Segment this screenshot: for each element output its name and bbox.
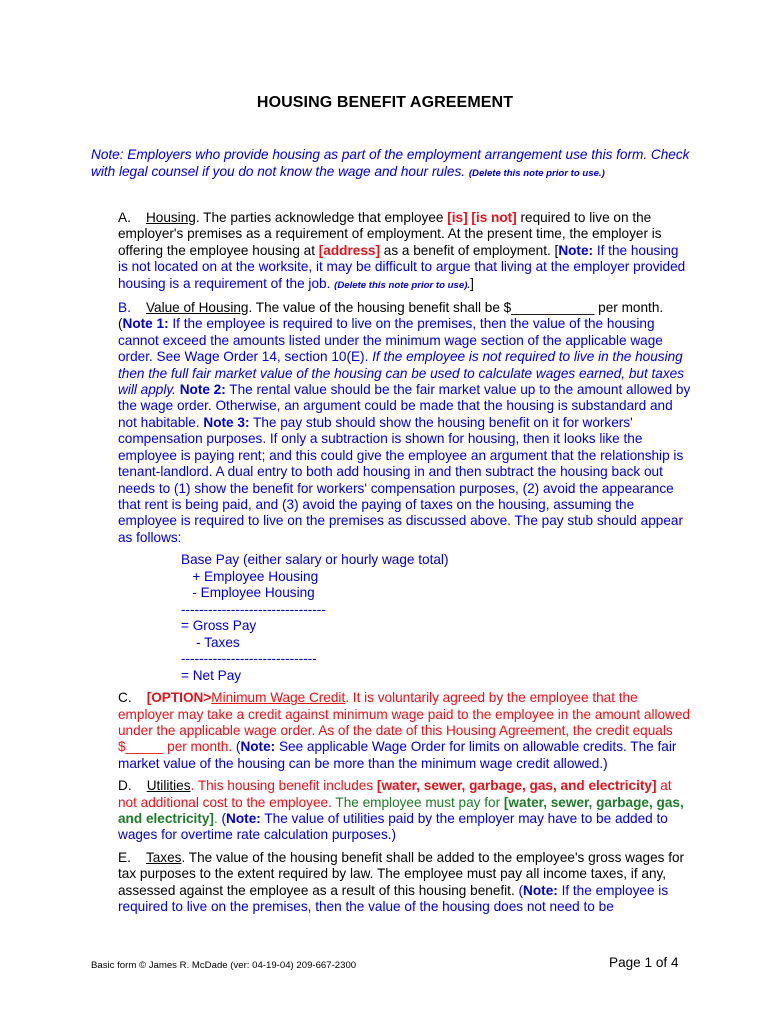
section-c — [91, 690, 691, 772]
section-e-text-2: ( — [514, 882, 524, 898]
section-a — [91, 210, 691, 294]
section-a-address-placeholder: [address] — [318, 242, 380, 258]
section-a-is-placeholder: [is] [is not] — [447, 210, 517, 225]
section-c-letter: C. — [118, 690, 132, 706]
section-b-letter: B. — [118, 300, 131, 316]
section-e-note-text: If the employee is required to live on the premises, then the value of the housing does not need to be — [118, 882, 669, 914]
paystub-line: = Net Pay — [181, 667, 242, 683]
section-a-text-1: . The parties acknowledge that employee — [195, 210, 448, 225]
paystub-line: ------------------------------ — [181, 651, 317, 667]
section-d-letter: D. — [118, 778, 132, 794]
paystub-line: - Taxes — [181, 634, 240, 650]
section-e-note-label: Note: — [523, 882, 558, 898]
intro-note — [91, 146, 691, 182]
section-e-heading: Taxes — [145, 849, 182, 865]
paystub-line: Base Pay (either salary or hourly wage total) — [181, 552, 449, 568]
paystub-line: = Gross Pay — [181, 618, 257, 634]
section-c-option-tag: [OPTION> — [146, 690, 212, 706]
section-b-heading: Value of Housing — [145, 300, 249, 316]
section-c-heading: Minimum Wage Credit — [211, 690, 346, 706]
section-e-letter: E. — [118, 849, 131, 865]
section-b-note2-label: Note 2: — [175, 382, 226, 398]
section-a-delete-hint: (Delete this note prior to use). — [334, 279, 471, 291]
section-b-note1-text: If the employee is required to live on the premises, then the value of the housing cannot exceed the amounts listed under the minimum wage section of the applicable wage order. See Wage Order 14, section 10(E). — [118, 316, 663, 365]
section-d-heading: Utilities — [146, 778, 191, 794]
section-d-utilities-included: [water, sewer, garbage, gas, and electricity] — [376, 778, 657, 794]
intro-note-text: Employers who provide housing as part of the employment arrangement use this form. Check with legal counsel if you do not know the wage and hour rules. — [91, 147, 690, 179]
document-body — [91, 210, 691, 921]
section-e — [91, 850, 691, 916]
paystub-line: + Employee Housing — [181, 568, 319, 584]
section-d-text-3: The employee must pay for — [331, 794, 504, 810]
section-b-note2-text: The rental value should be the fair market value up to the amount allowed by the wage order. Otherwise, an argument could be made that the housing is substandard and not habitable. — [118, 382, 691, 430]
document-title: HOUSING BENEFIT AGREEMENT — [256, 94, 514, 111]
section-c-text-2: ( — [232, 739, 241, 755]
intro-note-label: Note: — [91, 147, 124, 162]
intro-note-delete-hint: (Delete this note prior to use.) — [468, 168, 605, 179]
section-b — [91, 300, 691, 546]
section-d-text-2: at not additional cost to the employee. — [118, 778, 672, 810]
section-b-note3-text: The pay stub should show the housing benefit on it for workers' compensation purposes. If only a subtraction is shown for housing, then it looks like the employee is paying rent; and this could give the employee an argument that the relationship is tenant-landlord. A dual entry to both add housing in and then subtract the housing back out needs to (1) show the benefit for workers' compensation purposes, (2) avoid the appearance that rent is being paid, and (3) avoid the paying of taxes on the housing, assuming the employee is required to live on the premises as discussed above. The pay stub should appear as follows: — [118, 414, 684, 545]
section-b-text-1: . The value of the housing benefit shall be $___________ per month. ( — [118, 300, 664, 332]
section-a-note-label: Note: — [558, 242, 594, 258]
section-b-note1-italic: If the employee is not required to live in the housing then the full fair market value of the housing can be used to calculate wages earned, but taxes will apply. — [118, 349, 685, 398]
section-c-text-1: . It is voluntarily agreed by the employee that the employer may take a credit against minimum wage paid to the employee in the amount allowed under the applicable wage order. As of the date of this Housing Agreement, the credit equals $_____ per month. — [118, 690, 690, 755]
paystub-line: - Employee Housing — [181, 585, 315, 601]
section-d-note-text: The value of utilities paid by the employer may have to be added to wages for overtime rate calculation purposes.) — [118, 810, 668, 843]
section-b-note1-label: Note 1: — [122, 316, 169, 332]
section-d-text-1: . This housing benefit includes — [190, 778, 377, 794]
section-a-letter: A. — [118, 210, 131, 225]
paystub-line: -------------------------------- — [181, 601, 326, 617]
section-b-note3-label: Note 3: — [203, 414, 250, 430]
section-c-note-text: See applicable Wage Order for limits on allowable credits. The fair market value of the housing can be more than the minimum wage credit allowed.) — [118, 739, 677, 771]
section-d-utilities-paid: [water, sewer, garbage, gas, and electricity] — [118, 794, 684, 826]
section-c-note-label: Note: — [240, 739, 276, 755]
section-a-note-text: If the housing is not located on at the worksite, it may be difficult to argue that living at the employer provided housing is a requirement of the job. — [118, 242, 686, 291]
section-d-text-4: . — [213, 810, 218, 826]
paystub-example — [181, 552, 691, 684]
section-a-close: ] — [470, 275, 474, 291]
section-a-text-3: as a benefit of employment. [ — [379, 242, 559, 258]
section-e-text-1: . The value of the housing benefit shall be added to the employee's gross wages for tax purposes to the extent required by law. The employee must pay all income taxes, if any, assessed against the employee as a result of this housing benefit. — [118, 849, 685, 898]
footer-page-number: Page 1 of 4 — [609, 955, 679, 970]
section-a-text-2: required to live on the employer's premises as a requirement of employment. At the present time, the employer is offering the employee housing at — [118, 210, 662, 258]
section-d-text-5: ( — [217, 810, 227, 826]
footer-copyright: Basic form © James R. McDade (ver: 04-19-04) 209-667-2300 — [91, 960, 357, 971]
section-a-heading: Housing — [145, 210, 196, 225]
section-d — [91, 778, 691, 844]
section-d-note-label: Note: — [226, 810, 261, 826]
